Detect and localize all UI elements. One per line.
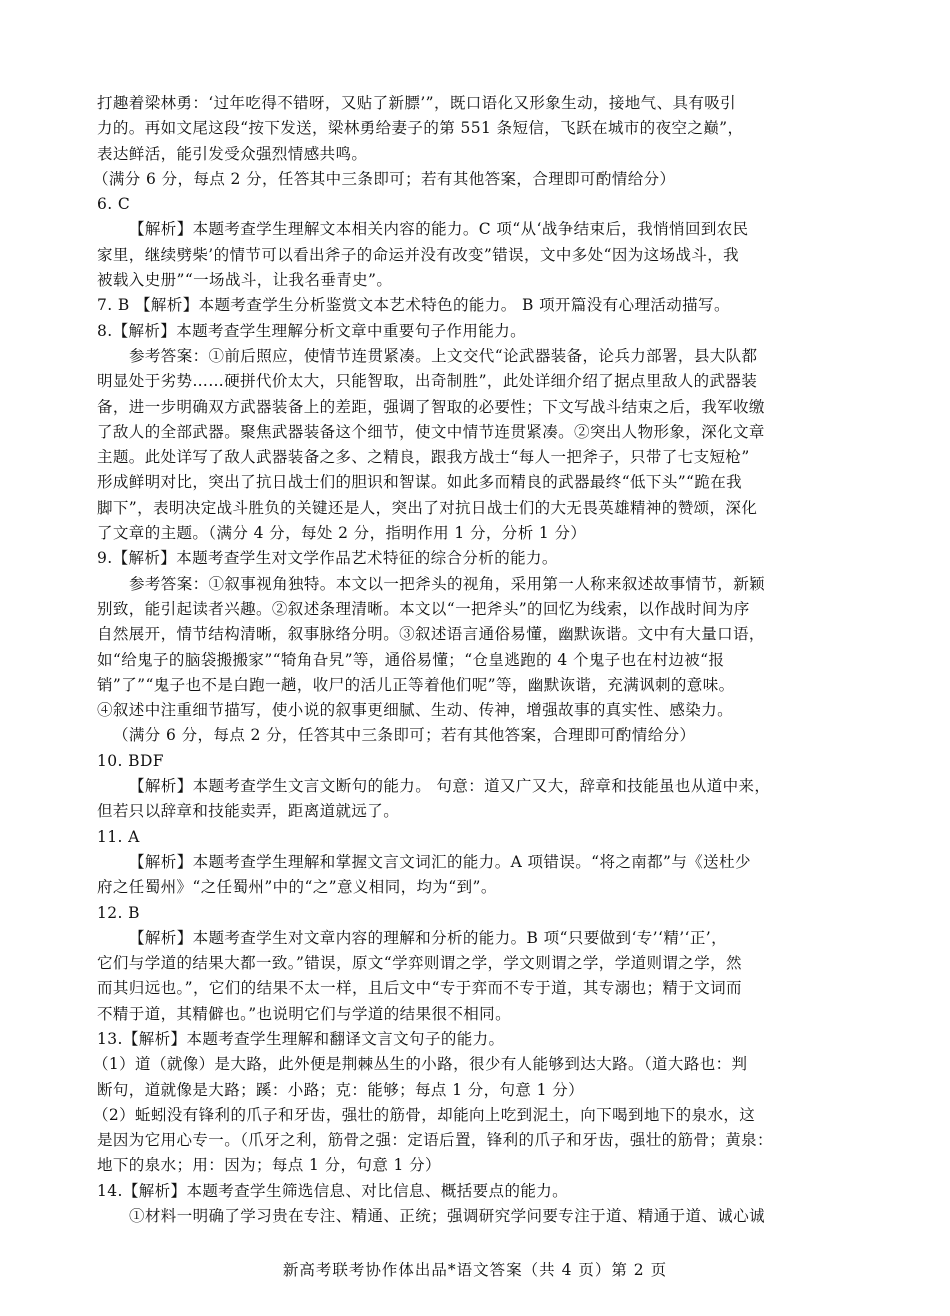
text-line: 它们与学道的结果大都一致。”错误，原文“学弈则谓之学，学文则谓之学，学道则谓之学，然 — [97, 954, 742, 973]
text-line: 而其归远也。”，它们的结果不太一样，且后文中“专于弈而不专于道，其专溺也；精于文词而 — [97, 979, 742, 998]
analysis-10: 【解析】本题考查学生文言文断句的能力。 句意：道又广又大，辞章和技能虽也从道中来， — [129, 777, 771, 796]
analysis-14: ①材料一明确了学习贵在专注、精通、正统；强调研究学问要专注于道、精通于道、诚心诚 — [129, 1207, 766, 1226]
text-line: 力的。再如文尾这段“按下发送，梁林勇给妻子的第 551 条短信，飞跃在城市的夜空之巅”， — [97, 119, 744, 138]
text-line: 形成鲜明对比，突出了抗日战士们的胆识和智谋。如此多而精良的武器最终“低下头”“跪在我 — [97, 473, 743, 492]
question-heading-13: 13.【解析】本题考查学生理解和翻译文言文句子的能力。 — [97, 1029, 505, 1048]
text-line: 地下的泉水；用：因为；每点 1 分，句意 1 分） — [97, 1156, 441, 1175]
translation-2: （2）蚯蚓没有锋利的爪子和牙齿，强壮的筋骨，却能向上吃到泥土，向下喝到地下的泉水，这 — [93, 1105, 756, 1124]
question-answer-12: 12. B — [97, 903, 140, 922]
question-answer-6: 6. C — [97, 195, 131, 214]
text-line: 别致，能引起读者兴趣。②叙述条理清晰。本文以“一把斧头”的回忆为线索，以作战时间为序 — [97, 599, 750, 618]
text-line: 府之任蜀州》“之任蜀州”中的“之”意义相同，均为“到”。 — [97, 878, 497, 897]
question-heading-14: 14.【解析】本题考查学生筛选信息、对比信息、概括要点的能力。 — [97, 1181, 569, 1200]
text-line: ④叙述中注重细节描写，使小说的叙事更细腻、生动、传神，增强故事的真实性、感染力。 — [97, 701, 734, 720]
score-note: （满分 6 分，每点 2 分，任答其中三条即可；若有其他答案，合理即可酌情给分） — [93, 169, 676, 188]
text-line: 表达鲜活，能引发受众强烈情感共鸣。 — [97, 144, 368, 163]
analysis-6: 【解析】本题考查学生理解文本相关内容的能力。C 项“从‘战争结束后，我悄悄回到农民 — [129, 220, 749, 239]
text-line: 脚下”，表明决定战斗胜负的关键还是人，突出了对抗日战士们的大无畏英雄精神的赞颂，深化 — [97, 498, 758, 517]
question-heading-9: 9.【解析】本题考查学生对文学作品艺术特征的综合分析的能力。 — [97, 549, 558, 568]
text-line: 家里，继续劈柴’的情节可以看出斧子的命运并没有改变”错误，文中多处“因为这场战斗，我 — [97, 245, 740, 264]
text-line: 备，进一步明确双方武器装备上的差距，强调了智取的必要性；下文写战斗结束之后，我军收缴 — [97, 397, 765, 416]
score-note: （满分 6 分，每点 2 分，任答其中三条即可；若有其他答案，合理即可酌情给分） — [113, 726, 696, 745]
text-line: 打趣着梁林勇：‘过年吃得不错呀，又贴了新膘’”，既口语化又形象生动，接地气、具有吸引 — [97, 94, 737, 112]
question-answer-11: 11. A — [97, 827, 140, 846]
question-answer-10: 10. BDF — [97, 751, 164, 770]
analysis-12: 【解析】本题考查学生对文章内容的理解和分析的能力。B 项“只要做到‘专’‘精’‘正’， — [129, 928, 728, 947]
text-line: 但若只以辞章和技能卖弄，距离道就远了。 — [97, 802, 400, 821]
text-line: 主题。此处详写了敌人武器装备之多、之精良，跟我方战士“每人一把斧子，只带了七支短枪” — [97, 448, 750, 467]
text-line: 明显处于劣势……硬拼代价太大，只能智取，出奇制胜”，此处详细介绍了据点里敌人的武器装 — [97, 372, 758, 391]
text-line: 自然展开，情节结构清晰，叙事脉络分明。③叙述语言通俗易懂，幽默诙谐。文中有大量口语， — [97, 625, 765, 644]
page-footer: 新高考联考协作体出品*语文答案（共 4 页）第 2 页 — [282, 1261, 668, 1279]
answer-body — [93, 91, 857, 1229]
text-line: 被载入史册”“一场战斗，让我名垂青史”。 — [97, 271, 393, 290]
reference-answer-9: 参考答案：①叙事视角独特。本文以一把斧头的视角，采用第一人称来叙述故事情节，新颖 — [129, 574, 766, 593]
text-line: 断句，道就像是大路；蹊：小路；克：能够；每点 1 分，句意 1 分） — [97, 1080, 585, 1099]
analysis-11: 【解析】本题考查学生理解和掌握文言文词汇的能力。A 项错误。“将之南都”与《送杜少 — [129, 852, 751, 871]
text-line: 是因为它用心专一。（爪牙之利，筋骨之强：定语后置，锋利的爪子和牙齿，强壮的筋骨；黄泉： — [97, 1131, 773, 1150]
text-line: 如“给鬼子的脑袋搬搬家”“犄角旮旯”等，通俗易懂；“仓皇逃跑的 4 个鬼子也在村边被“报 — [97, 650, 725, 669]
translation-1: （1）道（就像）是大路，此外便是荆棘丛生的小路，很少有人能够到达大路。（道大路也：判 — [93, 1055, 748, 1074]
text-line: 不精于道，其精僻也。”也说明它们与学道的结果很不相同。 — [97, 1004, 511, 1023]
question-answer-7: 7. B 【解析】本题考查学生分析鉴赏文本艺术特色的能力。 B 项开篇没有心理活动描写。 — [97, 296, 730, 315]
question-heading-8: 8.【解析】本题考查学生理解分析文章中重要句子作用能力。 — [97, 321, 526, 340]
text-line: 销”了”“鬼子也不是白跑一趟，收尸的活儿正等着他们呢”等，幽默诙谐，充满讽刺的意味。 — [97, 675, 735, 694]
text-line: 了文章的主题。（满分 4 分，每处 2 分，指明作用 1 分，分析 1 分） — [97, 524, 587, 543]
text-line: 了敌人的全部武器。聚焦武器装备这个细节，使文中情节连贯紧凑。②突出人物形象，深化文章 — [97, 422, 765, 441]
reference-answer-8: 参考答案：①前后照应，使情节连贯紧凑。上文交代“论武器装备，论兵力部署，县大队都 — [129, 346, 758, 365]
